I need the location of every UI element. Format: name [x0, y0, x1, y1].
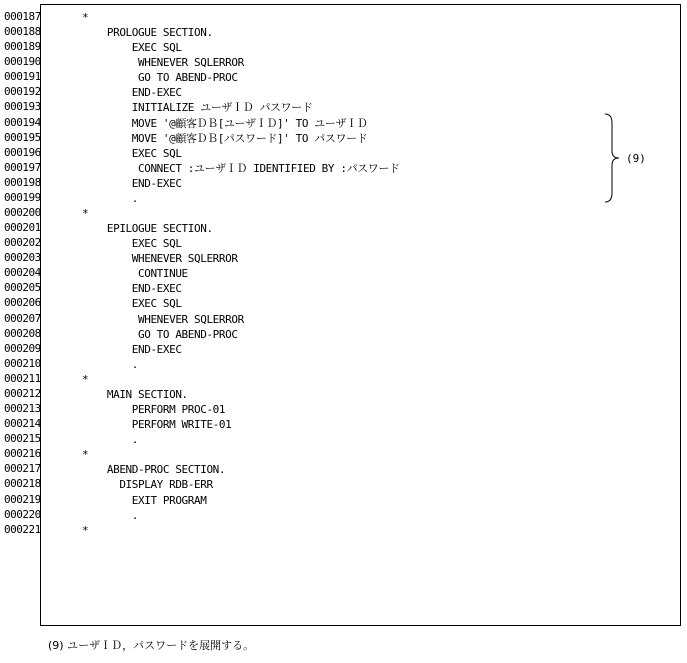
- line-number: 000206: [4, 296, 41, 310]
- code-line: ABEND-PROC SECTION.: [82, 463, 226, 477]
- code-line: EPILOGUE SECTION.: [82, 222, 213, 236]
- line-number: 000209: [4, 341, 41, 355]
- line-number: 000212: [4, 386, 41, 400]
- line-number: 000218: [4, 477, 41, 491]
- code-line: CONTINUE: [82, 267, 188, 281]
- line-number: 000199: [4, 190, 41, 204]
- line-number: 000204: [4, 266, 41, 280]
- code-line: EXEC SQL: [82, 41, 182, 55]
- line-number: 000220: [4, 507, 41, 521]
- line-number: 000219: [4, 492, 41, 506]
- code-line: GO TO ABEND-PROC: [82, 71, 238, 85]
- line-number: 000187: [4, 10, 41, 23]
- code-line: PERFORM WRITE-01: [82, 418, 232, 432]
- code-line: END-EXEC: [82, 86, 182, 100]
- code-area: [82, 10, 682, 538]
- code-line: END-EXEC: [82, 342, 182, 356]
- line-number: 000210: [4, 356, 41, 370]
- code-line: INITIALIZE ユーザＩＤ パスワード: [82, 101, 313, 115]
- line-number: 000197: [4, 160, 41, 174]
- code-line: EXEC SQL: [82, 297, 182, 311]
- code-line: END-EXEC: [82, 282, 182, 296]
- line-number: 000211: [4, 371, 41, 385]
- brace-annotation-label: (9): [626, 152, 646, 165]
- line-number: 000196: [4, 145, 41, 159]
- code-line: EXEC SQL: [82, 237, 182, 251]
- line-number: 000208: [4, 326, 41, 340]
- line-number: 000191: [4, 70, 41, 84]
- line-number: 000198: [4, 175, 41, 189]
- code-line: *: [82, 523, 89, 537]
- line-number: 000200: [4, 206, 41, 220]
- line-number: 000217: [4, 462, 41, 476]
- code-line: .: [82, 508, 139, 522]
- code-line: PERFORM PROC-01: [82, 403, 226, 417]
- code-line: GO TO ABEND-PROC: [82, 327, 238, 341]
- line-number: 000216: [4, 447, 41, 461]
- code-line: MAIN SECTION.: [82, 387, 188, 401]
- code-line: END-EXEC: [82, 176, 182, 190]
- code-line: *: [82, 11, 89, 24]
- code-line: CONNECT :ユーザＩＤ IDENTIFIED BY :パスワード: [82, 161, 400, 175]
- line-number: 000195: [4, 130, 41, 144]
- code-line: .: [82, 433, 139, 447]
- line-number: 000190: [4, 55, 41, 69]
- code-line: *: [82, 372, 89, 386]
- line-number: 000201: [4, 221, 41, 235]
- line-number: 000202: [4, 236, 41, 250]
- line-number: 000215: [4, 432, 41, 446]
- code-line: PROLOGUE SECTION.: [82, 26, 213, 40]
- code-line: *: [82, 448, 89, 462]
- line-number: 000203: [4, 251, 41, 265]
- code-line: EXEC SQL: [82, 146, 182, 160]
- curly-brace-icon: [604, 113, 620, 203]
- line-number: 000221: [4, 522, 41, 536]
- line-number: 000214: [4, 417, 41, 431]
- code-line: WHENEVER SQLERROR: [82, 56, 244, 70]
- line-number-column: [4, 9, 40, 537]
- line-number: 000189: [4, 40, 41, 54]
- code-line: DISPLAY RDB-ERR: [82, 478, 213, 492]
- line-number: 000194: [4, 115, 41, 129]
- footnote: (9) ユーザＩＤ，パスワードを展開する。: [48, 639, 255, 652]
- code-line: WHENEVER SQLERROR: [82, 252, 238, 266]
- code-line: .: [82, 191, 139, 205]
- code-line: *: [82, 207, 89, 221]
- code-line: .: [82, 357, 139, 371]
- line-number: 000207: [4, 311, 41, 325]
- line-number: 000193: [4, 100, 41, 114]
- line-number: 000205: [4, 281, 41, 295]
- line-number: 000188: [4, 25, 41, 39]
- line-number: 000192: [4, 85, 41, 99]
- code-line: MOVE '@顧客ＤＢ[ユーザＩＤ]' TO ユーザＩＤ: [82, 116, 368, 130]
- code-line: MOVE '@顧客ＤＢ[パスワード]' TO パスワード: [82, 131, 368, 145]
- code-line: WHENEVER SQLERROR: [82, 312, 244, 326]
- code-line: EXIT PROGRAM: [82, 493, 207, 507]
- line-number: 000213: [4, 402, 41, 416]
